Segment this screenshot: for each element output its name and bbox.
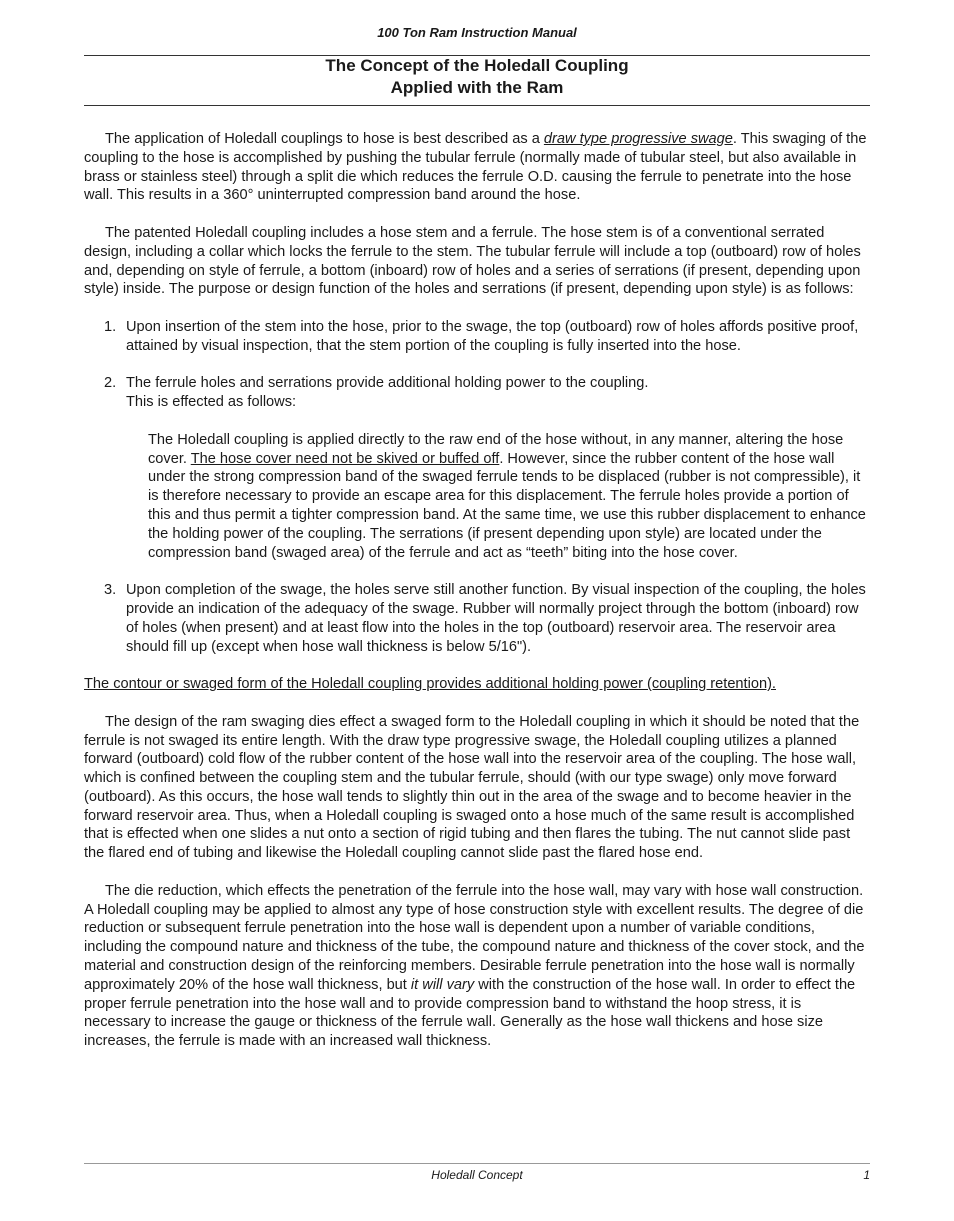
list-number: 1. [104,318,117,335]
underlined-heading: The contour or swaged form of the Holedall coupling provides additional holding power (coupling retention). [84,676,776,693]
function-list [84,318,870,412]
die-emphasis: it will vary [410,976,475,993]
list-item-2 [84,374,870,412]
page-number: 1 [863,1168,870,1182]
running-header: 100 Ton Ram Instruction Manual [377,25,577,40]
footer-section: Holedall Concept [431,1168,523,1182]
list-text-line2: This is effected as follows: [126,394,297,411]
list-item-3 [84,581,870,656]
list-text: Upon insertion of the stem into the hose, prior to the swage, the top (outboard) row of holes affords positive proof, attained by visual inspection, that the stem portion of the coupling is fully inserted into the hose. [126,318,859,354]
die-text-b: with the construction of the hose wall. In order to effect the proper ferrule penetration into the hose wall and to provide compression band to withstand the hoop stress, it is necessary to increase the gauge or thickness of the ferrule wall. Generally as the hose wall thickens and hose size increases, the ferrule is made with an increased wall thickness. [84,976,856,1050]
paragraph-die-reduction [84,882,870,1051]
list-item-1 [84,318,870,356]
document-body [84,130,870,1070]
paragraph-swage-design: The design of the ram swaging dies effect a swaged form to the Holedall coupling in which it should be noted that the ferrule is not swaged its entire length. With the draw type progressive swage, the Holedall coupling utilizes a planned forward (outboard) cold flow of the rubber content of the hose wall into the reservoir area of the coupling. The hose wall, which is confined between the coupling stem and the tubular ferrule, should (with our type swage) only move forward (outboard). As this occurs, the hose wall tends to slightly thin out in the area of the swage and to become heavier in the forward reservoir area. Thus, when a Holedall coupling is swaged onto a hose much of the same result is accomplished that is effected when one slides a nut onto a section of rigid tubing and then flares the tubing. The nut cannot slide past the flared end of tubing and likewise the Holedall coupling cannot slide past the flared hose end. [84,713,860,862]
sub-text-a: The Holedall coupling is applied directly to the raw end of the hose without, in any manner, altering the hose cover. [148,431,844,467]
list-text-line1: The ferrule holes and serrations provide additional holding power to the coupling. [126,375,649,392]
sub-underlined: The hose cover need not be skived or buffed off [190,450,500,467]
intro-text-a: The application of Holedall couplings to hose is best described as a [105,131,544,147]
list-text: Upon completion of the swage, the holes serve still another function. By visual inspection of the coupling, the holes provide an indication of the adequacy of the swage. Rubber will normally project through the bottom (inboard) row of holes (when present) and at least flow into the holes in the top (outboard) reservoir area. The reservoir area should fill up (except when hose wall thickness is below 5/16"). [126,582,866,655]
sub-text-b: . However, since the rubber content of the hose wall under the strong compression band of the swaged ferrule tends to be displaced (rubber is not compressible), it is therefore necessary to provide an escape area for this displacement. The ferrule holes provide a portion of this and thus permit a tighter compression band. At the same time, we use this rubber displacement to enhance the holding power of the coupling. The serrations (if present depending upon style) are located under the compression band (swaged area) of the ferrule and act as “teeth” biting into the hose cover. [148,450,866,561]
header-rule-bottom [84,105,870,106]
function-list-cont [84,581,870,656]
footer-rule [84,1163,870,1164]
page-title [84,55,870,99]
title-line-2: Applied with the Ram [390,78,564,97]
die-text-a: The die reduction, which effects the penetration of the ferrule into the hose wall, may vary with hose wall construction. A Holedall coupling may be applied to almost any type of hose construction style with excellent results. The degree of die reduction or subsequent ferrule penetration into the hose wall is dependent upon a number of variable conditions, including the compound nature and thickness of the tube, the compound nature and thickness of the cover stock, and the material and construction design of the reinforcing members. Desirable ferrule penetration into the hose wall is normally approximately 20% of the hose wall thickness, but [84,882,865,993]
paragraph-stem-ferrule: The patented Holedall coupling includes a hose stem and a ferrule. The hose stem is of a conventional serrated design, including a collar which locks the ferrule to the stem. The tubular ferrule will include a top (outboard) row of holes and, depending on style of ferrule, a bottom (inboard) row of holes and a series of serrations (if present, depending upon style) inside. The purpose or design function of the holes and serrations (if present, depending upon style) is as follows: [84,224,861,298]
list-number: 3. [104,582,117,599]
paragraph-intro [84,130,870,205]
sub-paragraph [84,431,870,563]
intro-text-b: . This swaging of the coupling to the hose is accomplished by pushing the tubular ferrule (normally made of tubular steel, but also available in brass or stainless steel) through a split die which reduces the ferrule O.D. causing the ferrule to penetrate into the hose wall. This results in a 360° uninterrupted compression band around the hose. [84,131,867,204]
list-number: 2. [104,375,117,392]
title-line-1: The Concept of the Holedall Coupling [325,56,629,75]
intro-emphasis: draw type progressive swage [543,131,733,147]
